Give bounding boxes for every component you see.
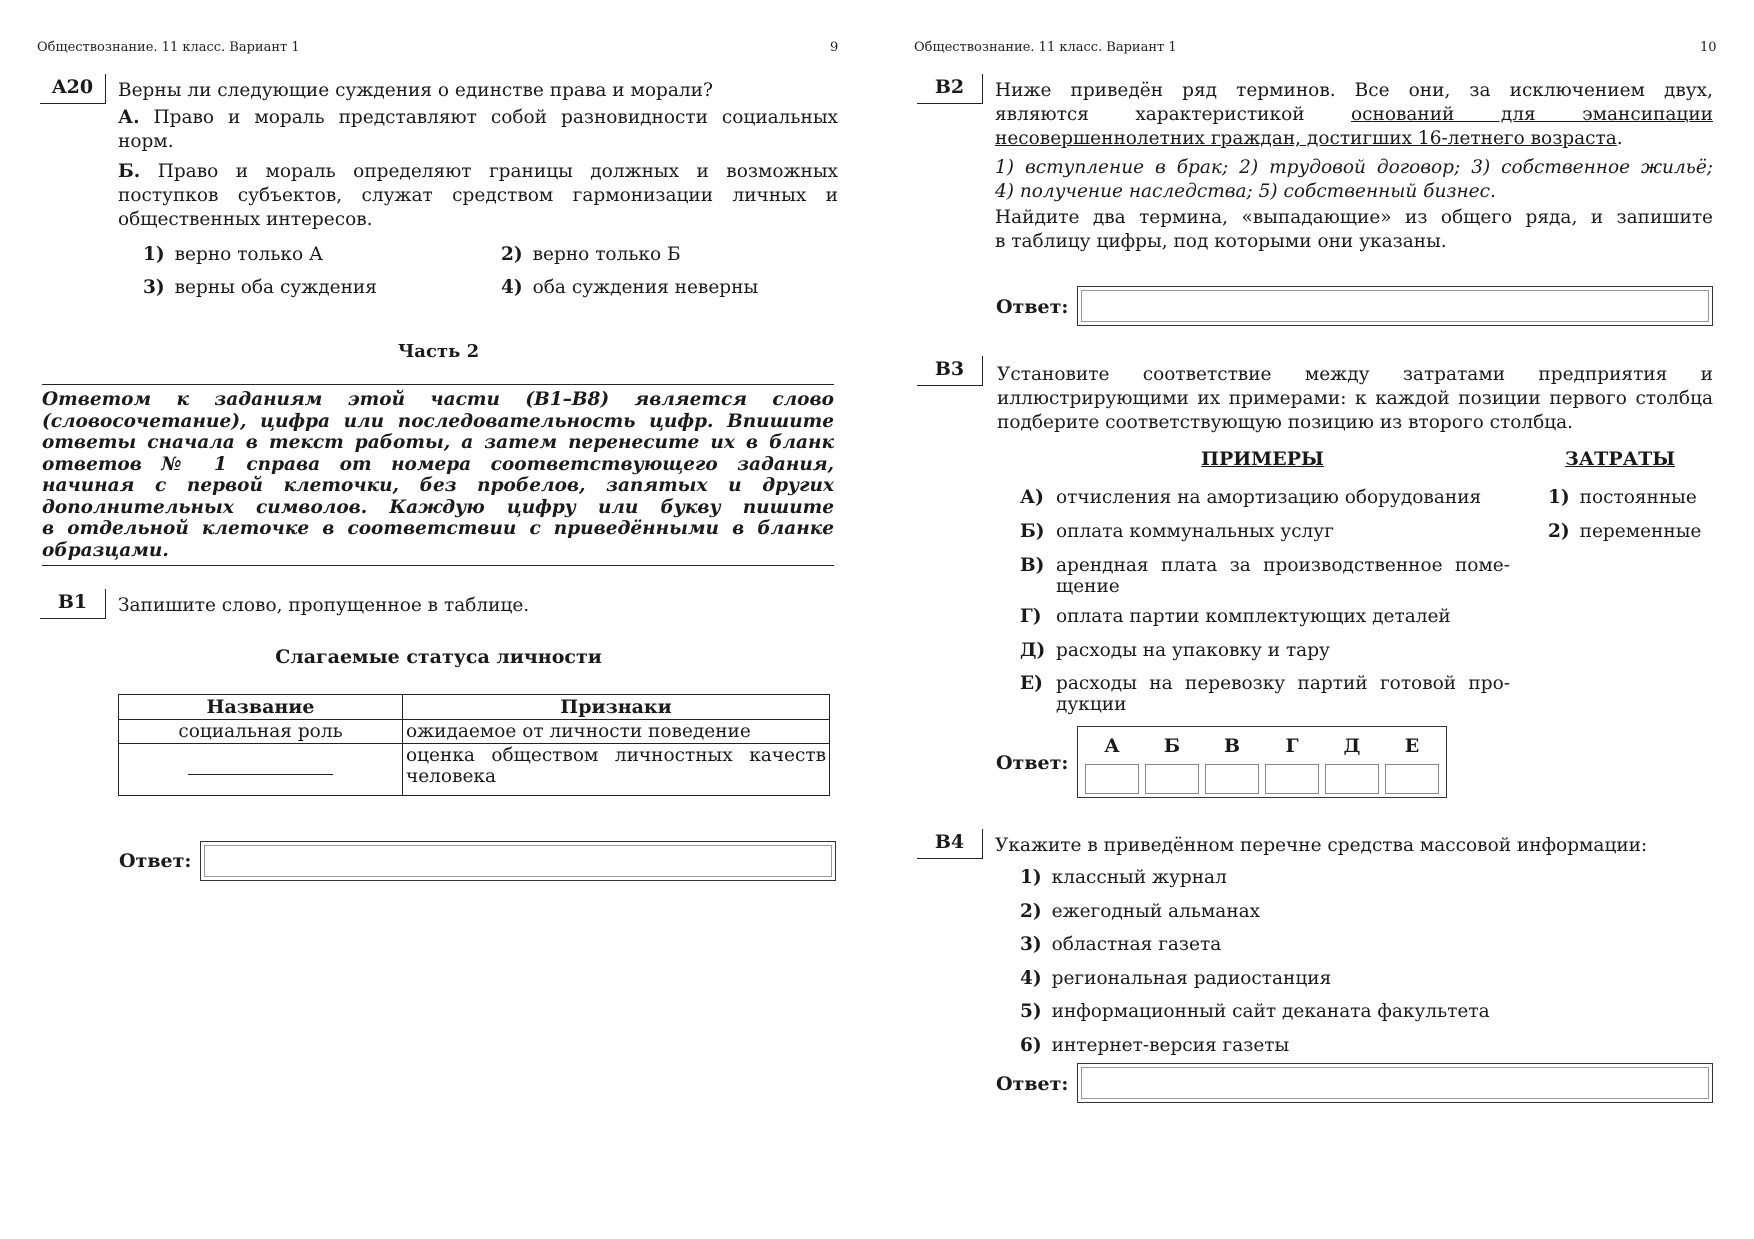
b4-option-5[interactable] bbox=[1020, 1001, 1490, 1022]
statement-b-text-end: общественных интересов. bbox=[118, 209, 373, 230]
option-number: 3) bbox=[143, 277, 165, 298]
example-text-cont: щение bbox=[1056, 576, 1120, 597]
instruction-line: в отдельной клеточке в соответствии с приведёнными в бланке bbox=[42, 518, 834, 539]
costs-heading: ЗАТРАТЫ bbox=[1565, 448, 1676, 470]
column-header: Название bbox=[119, 695, 403, 720]
answer-input[interactable] bbox=[1081, 1067, 1709, 1099]
example-key: Б) bbox=[1020, 521, 1045, 542]
cell-text: оценка обществом личностных качеств bbox=[406, 745, 826, 766]
grid-letter: В bbox=[1223, 735, 1241, 757]
b2-underlined: оснований для эмансипации bbox=[1350, 104, 1713, 125]
example-text: арендная плата за производственное поме- bbox=[1056, 555, 1510, 576]
a20-statement-b bbox=[118, 160, 838, 232]
grid-answer-cell[interactable] bbox=[1085, 764, 1139, 794]
option-text: региональная радиостанция bbox=[1051, 968, 1332, 989]
option-number: 1) bbox=[143, 244, 165, 265]
instruction-line: начиная с первой клеточки, без пробелов, запятых и других bbox=[42, 475, 834, 496]
answer-input[interactable] bbox=[204, 845, 832, 877]
part2-instruction bbox=[42, 389, 834, 561]
instruction-line: ответов № 1 справа от номера соответствующего задания, bbox=[42, 453, 834, 475]
example-key: Г) bbox=[1020, 606, 1042, 627]
b4-option-1[interactable] bbox=[1020, 867, 1227, 888]
option-text: верно только А bbox=[174, 244, 323, 265]
cost-number: 1) bbox=[1548, 487, 1570, 508]
blank-line bbox=[188, 761, 333, 775]
a20-option-2[interactable] bbox=[501, 244, 681, 265]
cost-text: переменные bbox=[1579, 521, 1702, 542]
instruction-line: образцами. bbox=[42, 539, 169, 561]
example-d bbox=[1020, 640, 1510, 661]
option-text: ежегодный альманах bbox=[1051, 901, 1261, 922]
answer-label: Ответ: bbox=[119, 850, 192, 872]
example-key: В) bbox=[1020, 555, 1045, 576]
example-text: оплата коммунальных услуг bbox=[1056, 521, 1334, 542]
option-text: областная газета bbox=[1051, 934, 1222, 955]
option-text: верно только Б bbox=[532, 244, 681, 265]
divider-bottom bbox=[42, 565, 834, 566]
statement-b-marker: Б. bbox=[118, 161, 141, 182]
b2-line bbox=[995, 103, 1713, 127]
a20-option-1[interactable] bbox=[143, 244, 323, 265]
grid-letter: Г bbox=[1285, 735, 1299, 757]
b2-line: Ниже приведён ряд терминов. Все они, за исключением двух, bbox=[995, 80, 1713, 101]
b4-option-3[interactable] bbox=[1020, 934, 1221, 955]
example-text: расходы на упаковку и тару bbox=[1056, 640, 1330, 661]
right-page bbox=[877, 0, 1754, 1239]
example-a bbox=[1020, 487, 1510, 508]
task-label-b2: B2 bbox=[917, 74, 983, 104]
b4-answer-field[interactable] bbox=[1077, 1063, 1713, 1103]
a20-option-4[interactable] bbox=[501, 277, 758, 298]
example-key: Е) bbox=[1020, 673, 1043, 694]
table-row bbox=[119, 720, 830, 744]
b2-task bbox=[995, 206, 1713, 254]
b3-line: иллюстрирующими их примерами: к каждой позиции первого столбца bbox=[997, 388, 1713, 409]
answer-label: Ответ: bbox=[996, 296, 1069, 318]
page-header: Обществознание. 11 класс. Вариант 1 bbox=[914, 40, 1177, 55]
b3-text bbox=[997, 363, 1713, 435]
column-header: Признаки bbox=[403, 695, 830, 720]
statement-a-text: Право и мораль представляют собой разновидности социальных bbox=[153, 107, 838, 128]
grid-answer-cell[interactable] bbox=[1205, 764, 1259, 794]
cost-2 bbox=[1548, 521, 1701, 542]
b2-line bbox=[995, 127, 1713, 151]
b4-option-2[interactable] bbox=[1020, 901, 1260, 922]
task-label-a20: A20 bbox=[40, 74, 106, 104]
grid-answer-cell[interactable] bbox=[1145, 764, 1199, 794]
example-text: отчисления на амортизацию оборудования bbox=[1056, 487, 1482, 508]
b2-word: характеристикой bbox=[1135, 104, 1305, 125]
instruction-line: дополнительных символов. Каждую цифру или букву пишите bbox=[42, 496, 834, 518]
a20-question: Верны ли следующие суждения о единстве права и морали? bbox=[118, 80, 713, 101]
option-number: 1) bbox=[1020, 867, 1042, 888]
b2-text bbox=[995, 79, 1713, 151]
option-number: 3) bbox=[1020, 934, 1042, 955]
task-label-b1: B1 bbox=[40, 589, 106, 619]
b3-answer-grid bbox=[1077, 726, 1447, 798]
answer-input[interactable] bbox=[1081, 290, 1709, 322]
page-number: 10 bbox=[1700, 40, 1717, 55]
b2-punct: . bbox=[1616, 128, 1623, 149]
b2-underlined: несовершеннолетних граждан, достигших 16-летнего возраста bbox=[995, 128, 1617, 149]
cost-number: 2) bbox=[1548, 521, 1570, 542]
divider-top bbox=[42, 384, 834, 385]
b4-question: Укажите в приведённом перечне средства массовой информации: bbox=[995, 835, 1648, 856]
a20-statement-a bbox=[118, 106, 838, 154]
b2-word: являются bbox=[995, 104, 1089, 125]
page-header: Обществознание. 11 класс. Вариант 1 bbox=[37, 40, 300, 55]
part2-title: Часть 2 bbox=[397, 341, 480, 362]
grid-letter: Д bbox=[1343, 735, 1361, 757]
statement-a-text-cont: норм. bbox=[118, 131, 174, 152]
example-b bbox=[1020, 521, 1510, 542]
task-line: Найдите два термина, «выпадающие» из общего ряда, и запишите bbox=[995, 207, 1713, 228]
example-text-cont: дукции bbox=[1056, 694, 1127, 715]
instruction-line: ответы сначала в текст работы, а затем перенесите их в бланк bbox=[42, 432, 834, 453]
b4-option-4[interactable] bbox=[1020, 968, 1331, 989]
example-text: оплата партии комплектующих деталей bbox=[1056, 606, 1451, 627]
missing-word-blank bbox=[119, 744, 403, 796]
example-g bbox=[1020, 606, 1510, 627]
page-number: 9 bbox=[830, 40, 839, 55]
table-cell: социальная роль bbox=[119, 720, 403, 744]
option-number: 6) bbox=[1020, 1035, 1042, 1056]
example-e bbox=[1020, 673, 1510, 715]
answer-label: Ответ: bbox=[996, 1073, 1069, 1095]
task-line: в таблицу цифры, под которыми они указаны. bbox=[995, 231, 1447, 252]
a20-option-3[interactable] bbox=[143, 277, 377, 298]
task-label-b4: B4 bbox=[917, 829, 983, 859]
b3-line: Установите соответствие между затратами предприятия и bbox=[997, 364, 1713, 385]
table-header-row bbox=[119, 695, 830, 720]
option-number: 2) bbox=[1020, 901, 1042, 922]
grid-letter: Б bbox=[1163, 735, 1181, 757]
option-text: интернет-версия газеты bbox=[1051, 1035, 1290, 1056]
option-text: информационный сайт деканата факультета bbox=[1051, 1001, 1490, 1022]
terms-line: 4) получение наследства; 5) собственный бизнес. bbox=[995, 181, 1496, 202]
cost-text: постоянные bbox=[1579, 487, 1697, 508]
statement-a-marker: А. bbox=[118, 107, 140, 128]
grid-letter: Е bbox=[1404, 735, 1420, 757]
b2-answer-field[interactable] bbox=[1077, 286, 1713, 326]
cell-text-cont: человека bbox=[406, 766, 497, 787]
statement-b-text: Право и мораль определяют границы должных и возможных bbox=[157, 161, 838, 182]
example-text: расходы на перевозку партий готовой про- bbox=[1056, 673, 1510, 694]
b4-option-6[interactable] bbox=[1020, 1035, 1289, 1056]
example-key: Д) bbox=[1020, 640, 1046, 661]
b1-answer-field[interactable] bbox=[200, 841, 836, 881]
answer-label: Ответ: bbox=[996, 752, 1069, 774]
option-text: классный журнал bbox=[1051, 867, 1227, 888]
option-number: 5) bbox=[1020, 1001, 1042, 1022]
examples-heading: ПРИМЕРЫ bbox=[1201, 448, 1324, 470]
option-number: 2) bbox=[501, 244, 523, 265]
task-label-b3: B3 bbox=[917, 356, 983, 386]
b1-question: Запишите слово, пропущенное в таблице. bbox=[118, 595, 530, 616]
grid-answer-cell[interactable] bbox=[1325, 764, 1379, 794]
grid-letter: А bbox=[1104, 735, 1120, 757]
instruction-line: Ответом к заданиям этой части (В1–В8) является слово bbox=[42, 389, 834, 410]
option-text: оба суждения неверны bbox=[532, 277, 759, 298]
statement-b-text-cont: поступков субъектов, служат средством гармонизации личных и bbox=[118, 185, 838, 206]
terms-line: 1) вступление в брак; 2) трудовой договор; 3) собственное жильё; bbox=[995, 157, 1713, 178]
option-text: верны оба суждения bbox=[174, 277, 377, 298]
b3-line: подберите соответствующую позицию из второго столбца. bbox=[997, 412, 1574, 433]
option-number: 4) bbox=[501, 277, 523, 298]
grid-answer-cell[interactable] bbox=[1265, 764, 1319, 794]
instruction-line: (словосочетание), цифра или последовательность цифр. Впишите bbox=[42, 410, 834, 432]
example-key: А) bbox=[1020, 487, 1044, 508]
example-v bbox=[1020, 555, 1510, 597]
table-cell bbox=[403, 744, 830, 796]
cost-1 bbox=[1548, 487, 1697, 508]
b2-terms bbox=[995, 156, 1713, 204]
b1-table bbox=[118, 694, 830, 796]
grid-answer-cell[interactable] bbox=[1385, 764, 1439, 794]
table-row bbox=[119, 744, 830, 796]
table-cell: ожидаемое от личности поведение bbox=[403, 720, 830, 744]
option-number: 4) bbox=[1020, 968, 1042, 989]
b1-table-title: Слагаемые статуса личности bbox=[275, 646, 602, 668]
